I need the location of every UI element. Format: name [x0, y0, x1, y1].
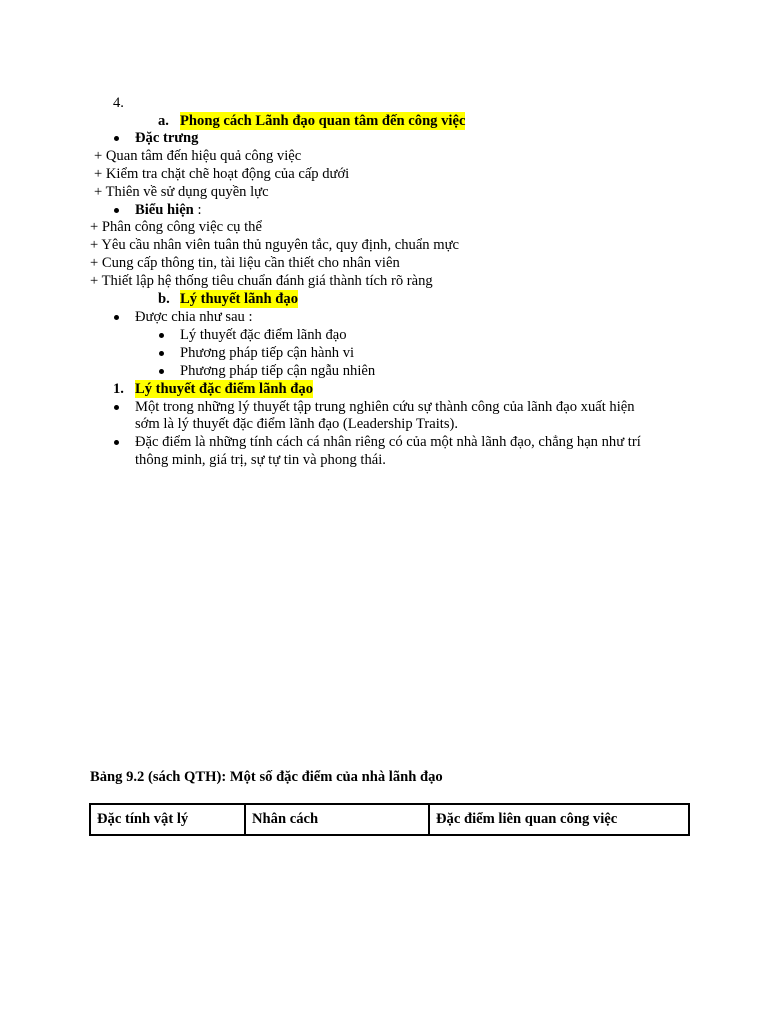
bullet-icon — [114, 315, 119, 320]
bieu-hien-item-2: + Yêu cầu nhân viên tuân thủ nguyên tắc, quy định, chuẩn mực — [90, 237, 459, 253]
duoc-chia-text: Được chia như sau : — [135, 309, 253, 325]
section-a-label: a. — [158, 113, 169, 129]
dac-trung-item-2: + Kiểm tra chặt chẽ hoạt động của cấp dưới — [94, 166, 350, 182]
bullet-icon — [114, 440, 119, 445]
traits-table — [89, 803, 690, 836]
bieu-hien-colon: : — [193, 202, 202, 218]
bullet-icon — [114, 136, 119, 141]
bullet-icon — [159, 369, 164, 374]
sub-item-2: Phương pháp tiếp cận hành vi — [180, 345, 355, 361]
table-row — [90, 804, 689, 835]
bullet-icon — [114, 405, 119, 410]
bieu-hien-item-1: + Phân công công việc cụ thể — [90, 219, 262, 235]
table-header-personality: Nhân cách — [245, 804, 429, 835]
bieu-hien-item-4: + Thiết lập hệ thống tiêu chuẩn đánh giá thành tích rõ ràng — [90, 273, 433, 289]
bieu-hien-heading — [135, 201, 202, 219]
table-header-work-related: Đặc điểm liên quan công việc — [429, 804, 689, 835]
section-b-title: Lý thuyết lãnh đạo — [180, 291, 298, 307]
paragraph-2-line-1: Đặc điểm là những tính cách cá nhân riêng có của một nhà lãnh đạo, chẳng hạn như trí — [135, 434, 641, 450]
list-number-4: 4. — [113, 95, 124, 111]
paragraph-1-line-2: sớm là lý thuyết đặc điểm lãnh đạo (Leadership Traits). — [135, 416, 459, 432]
bieu-hien-item-3: + Cung cấp thông tin, tài liệu cần thiết cho nhân viên — [90, 255, 400, 271]
dac-trung-heading: Đặc trưng — [135, 130, 199, 146]
paragraph-1-line-1: Một trong những lý thuyết tập trung nghiên cứu sự thành công của lãnh đạo xuất hiện — [135, 399, 635, 415]
bullet-icon — [159, 333, 164, 338]
dac-trung-item-3: + Thiên về sử dụng quyền lực — [94, 184, 269, 200]
list-number-1: 1. — [113, 381, 124, 397]
dac-trung-item-1: + Quan tâm đến hiệu quả công việc — [94, 148, 302, 164]
table-header-physical: Đặc tính vật lý — [90, 804, 245, 835]
bieu-hien-label: Biểu hiện — [135, 202, 194, 218]
sub-item-1: Lý thuyết đặc điểm lãnh đạo — [180, 327, 347, 343]
paragraph-2-line-2: thông minh, giá trị, sự tự tin và phong thái. — [135, 452, 386, 468]
traits-heading: Lý thuyết đặc điểm lãnh đạo — [135, 381, 313, 397]
bullet-icon — [159, 351, 164, 356]
section-a-title: Phong cách Lãnh đạo quan tâm đến công việc — [180, 113, 466, 129]
section-b-label: b. — [158, 291, 170, 307]
bullet-icon — [114, 208, 119, 213]
sub-item-3: Phương pháp tiếp cận ngẫu nhiên — [180, 363, 376, 379]
table-caption: Bảng 9.2 (sách QTH): Một số đặc điểm của nhà lãnh đạo — [90, 769, 443, 785]
